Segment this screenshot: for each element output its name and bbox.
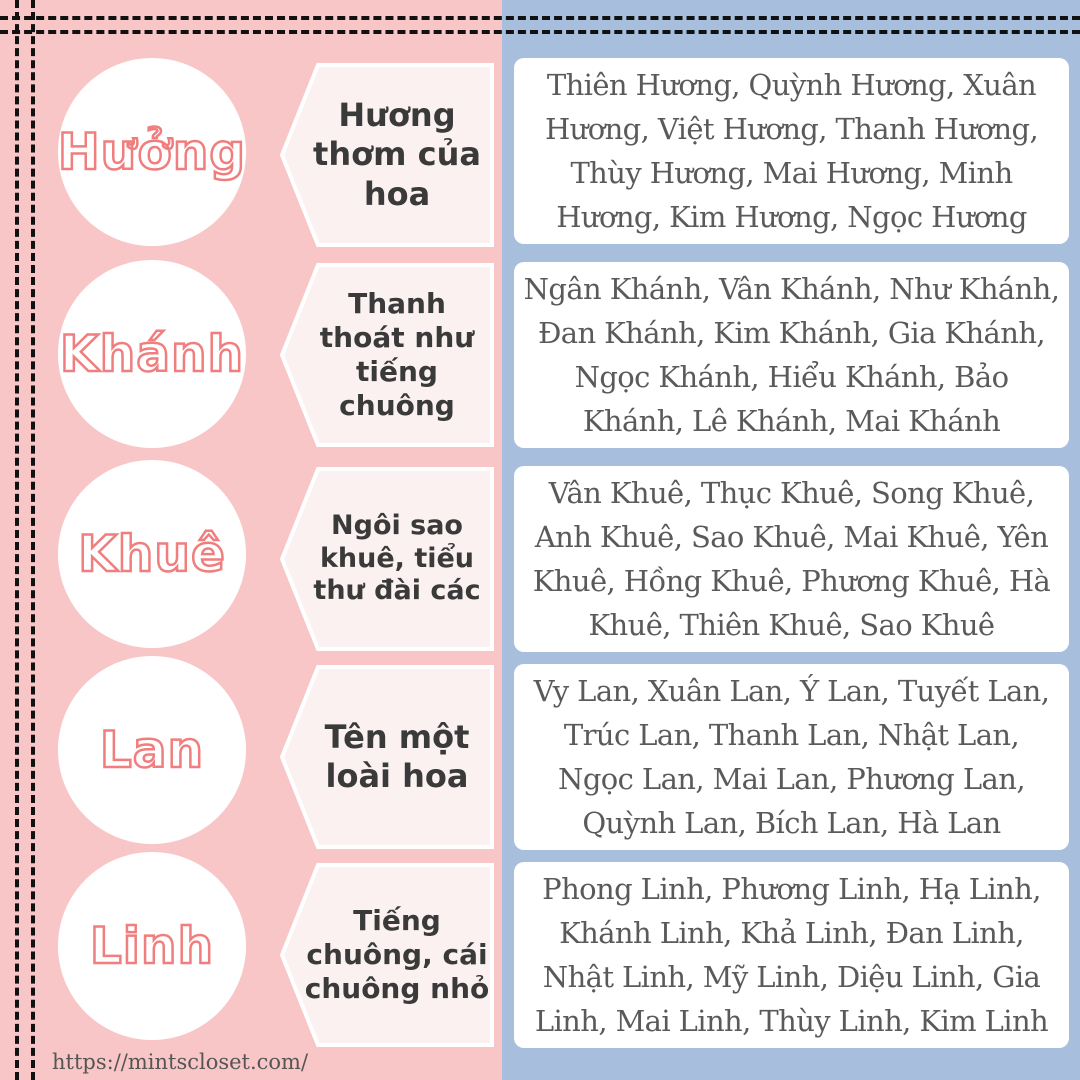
name-title: Khánh <box>59 325 245 383</box>
top-dashed-line <box>0 16 1080 20</box>
top-dashed-line-2 <box>0 30 1080 34</box>
name-title: Linh <box>89 917 215 975</box>
meaning-arrow <box>278 664 496 850</box>
name-badge <box>58 656 246 844</box>
names-card: Ngân Khánh, Vân Khánh, Như Khánh, Đan Khánh, Kim Khánh, Gia Khánh, Ngọc Khánh, Hiểu Khánh, Bảo Khánh, Lê Khánh, Mai Khánh <box>514 262 1069 448</box>
names-card: Phong Linh, Phương Linh, Hạ Linh, Khánh Linh, Khả Linh, Đan Linh, Nhật Linh, Mỹ Linh, Diệu Linh, Gia Linh, Mai Linh, Thùy Linh, Kim Linh <box>514 862 1069 1048</box>
name-badge <box>58 260 246 448</box>
meaning-arrow <box>278 466 496 652</box>
names-card: Vân Khuê, Thục Khuê, Song Khuê, Anh Khuê, Sao Khuê, Mai Khuê, Yên Khuê, Hồng Khuê, Phương Khuê, Hà Khuê, Thiên Khuê, Sao Khuê <box>514 466 1069 652</box>
meaning-arrow <box>278 262 496 448</box>
names-card: Vy Lan, Xuân Lan, Ý Lan, Tuyết Lan, Trúc Lan, Thanh Lan, Nhật Lan, Ngọc Lan, Mai Lan, Phương Lan, Quỳnh Lan, Bích Lan, Hà Lan <box>514 664 1069 850</box>
name-title: Khuê <box>78 525 226 583</box>
source-url: https://mintscloset.com/ <box>52 1050 309 1074</box>
meaning-text: Tiếng chuông, cái chuông nhỏ <box>304 903 490 1006</box>
name-title: Lan <box>99 721 205 779</box>
names-card: Thiên Hương, Quỳnh Hương, Xuân Hương, Việt Hương, Thanh Hương, Thùy Hương, Mai Hương, Minh Hương, Kim Hương, Ngọc Hương <box>514 58 1069 244</box>
meaning-text: Ngôi sao khuê, tiểu thư đài các <box>313 509 481 607</box>
name-title: Hưởng <box>57 123 247 181</box>
name-badge <box>58 852 246 1040</box>
left-dashed-line-2 <box>31 0 35 1080</box>
meaning-text: Tên một loài hoa <box>324 717 470 795</box>
meaning-text: Thanh thoát như tiếng chuông <box>319 286 475 423</box>
meaning-arrow <box>278 862 496 1048</box>
meaning-arrow <box>278 62 496 248</box>
meaning-text: Hương thơm của hoa <box>313 96 481 213</box>
name-badge <box>58 58 246 246</box>
left-dashed-line <box>15 0 19 1080</box>
name-badge <box>58 460 246 648</box>
